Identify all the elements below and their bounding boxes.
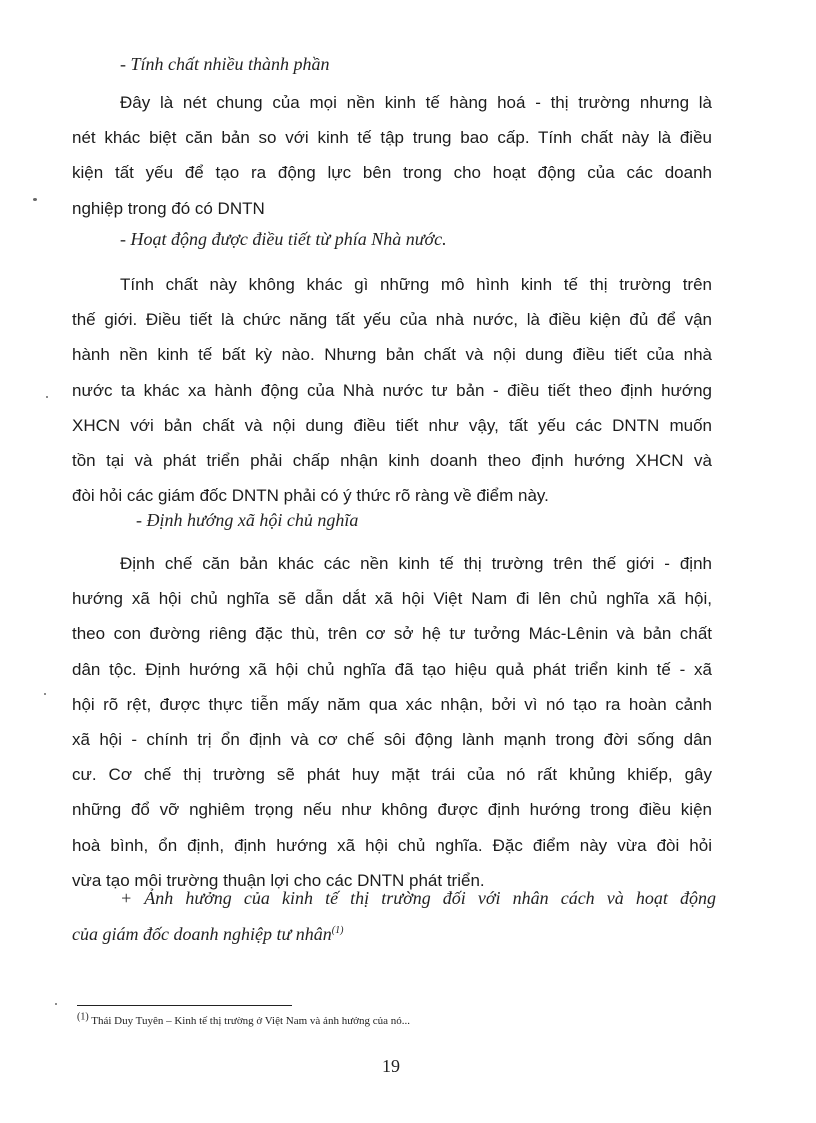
paragraph-line: Tính chất này không khác gì những mô hình kinh tế thị trường trên xyxy=(120,275,712,294)
paragraph-line: nét khác biệt căn bản so với kinh tế tập trung bao cấp. Tính chất này là điều xyxy=(72,128,712,148)
paragraph-line: hành nền kinh tế bất kỳ nào. Nhưng bản chất và nội dung điều tiết của nhà xyxy=(72,345,712,365)
heading-line: + Ảnh hưởng của kinh tế thị trường đối với nhân cách và hoạt động xyxy=(120,888,716,908)
paragraph-line: hội rõ rệt, được thực tiễn mấy năm qua xác nhận, bởi vì nó tạo ra hoàn cảnh xyxy=(72,694,712,714)
section-heading-multi-sector: - Tính chất nhiều thành phần xyxy=(120,54,330,74)
paragraph-line: những đổ vỡ nghiêm trọng nếu như không được định hướng trong điều kiện xyxy=(72,800,712,820)
scan-speck xyxy=(55,1003,57,1005)
paragraph-line: theo con đường riêng đặc thù, trên cơ sở hệ tư tưởng Mác-Lênin và bản chất xyxy=(72,624,712,644)
paragraph-line: đòi hỏi các giám đốc DNTN phải có ý thức rõ ràng về điểm này. xyxy=(72,486,549,506)
scan-speck xyxy=(44,693,46,695)
section-heading-socialist-orientation: - Định hướng xã hội chủ nghĩa xyxy=(136,510,359,530)
paragraph-line: Định chế căn bản khác các nền kinh tế thị trường trên thế giới - định xyxy=(120,554,712,573)
paragraph-state-regulation xyxy=(72,267,712,513)
paragraph-line: hướng xã hội chủ nghĩa sẽ dẫn dắt xã hội Việt Nam đi lên chủ nghĩa xã hội, xyxy=(72,589,712,609)
paragraph-line: Đây là nét chung của mọi nền kinh tế hàng hoá - thị trường nhưng là xyxy=(120,93,712,112)
paragraph-line: xã hội - chính trị ổn định và cơ chế sôi động lành mạnh trong đời sống dân xyxy=(72,729,712,749)
paragraph-line: nghiệp trong đó có DNTN xyxy=(72,198,265,218)
paragraph-line: thế giới. Điều tiết là chức năng tất yếu của nhà nước, là điều kiện đủ để vận xyxy=(72,310,712,330)
paragraph-line: tồn tại và phát triển phải chấp nhận kinh doanh theo định hướng XHCN và xyxy=(72,450,712,470)
paragraph-line: nước ta khác xa hành động của Nhà nước tư bản - điều tiết theo định hướng xyxy=(72,380,712,400)
scan-speck xyxy=(46,396,48,398)
paragraph-line: cư. Cơ chế thị trường sẽ phát huy mặt trái của nó rất khủng khiếp, gây xyxy=(72,765,712,785)
paragraph-line: vừa tạo môi trường thuận lợi cho các DNTN phát triển. xyxy=(72,870,485,890)
heading-line-text: của giám đốc doanh nghiệp tư nhân xyxy=(72,924,332,944)
paragraph-line: kiện tất yếu để tạo ra động lực bên trong cho hoạt động của các doanh xyxy=(72,163,712,183)
footnote-marker: (1) xyxy=(77,1011,89,1023)
scan-speck xyxy=(33,198,37,201)
footnote-text: Thái Duy Tuyên – Kinh tế thị trường ở Việt Nam và ảnh hưởng của nó... xyxy=(91,1015,410,1027)
paragraph-line: XHCN với bản chất và nội dung điều tiết như vậy, tất yếu các DNTN muốn xyxy=(72,415,712,435)
page-number: 19 xyxy=(382,1056,400,1076)
paragraph-line: hoà bình, ổn định, định hướng xã hội chủ nghĩa. Đặc điểm này vừa đòi hỏi xyxy=(72,835,712,855)
heading-line xyxy=(72,916,716,952)
footnote-divider xyxy=(77,1005,292,1006)
paragraph-multi-sector xyxy=(72,85,712,226)
section-heading-state-regulation: - Hoạt động được điều tiết từ phía Nhà nước. xyxy=(120,229,447,249)
footnote-reference[interactable]: (1) xyxy=(331,925,344,936)
section-heading-market-influence xyxy=(72,880,716,952)
paragraph-socialist-orientation xyxy=(72,546,712,898)
footnote xyxy=(77,1011,410,1027)
paragraph-line: dân tộc. Định hướng xã hội chủ nghĩa đã tạo hiệu quả phát triển kinh tế - xã xyxy=(72,659,712,679)
